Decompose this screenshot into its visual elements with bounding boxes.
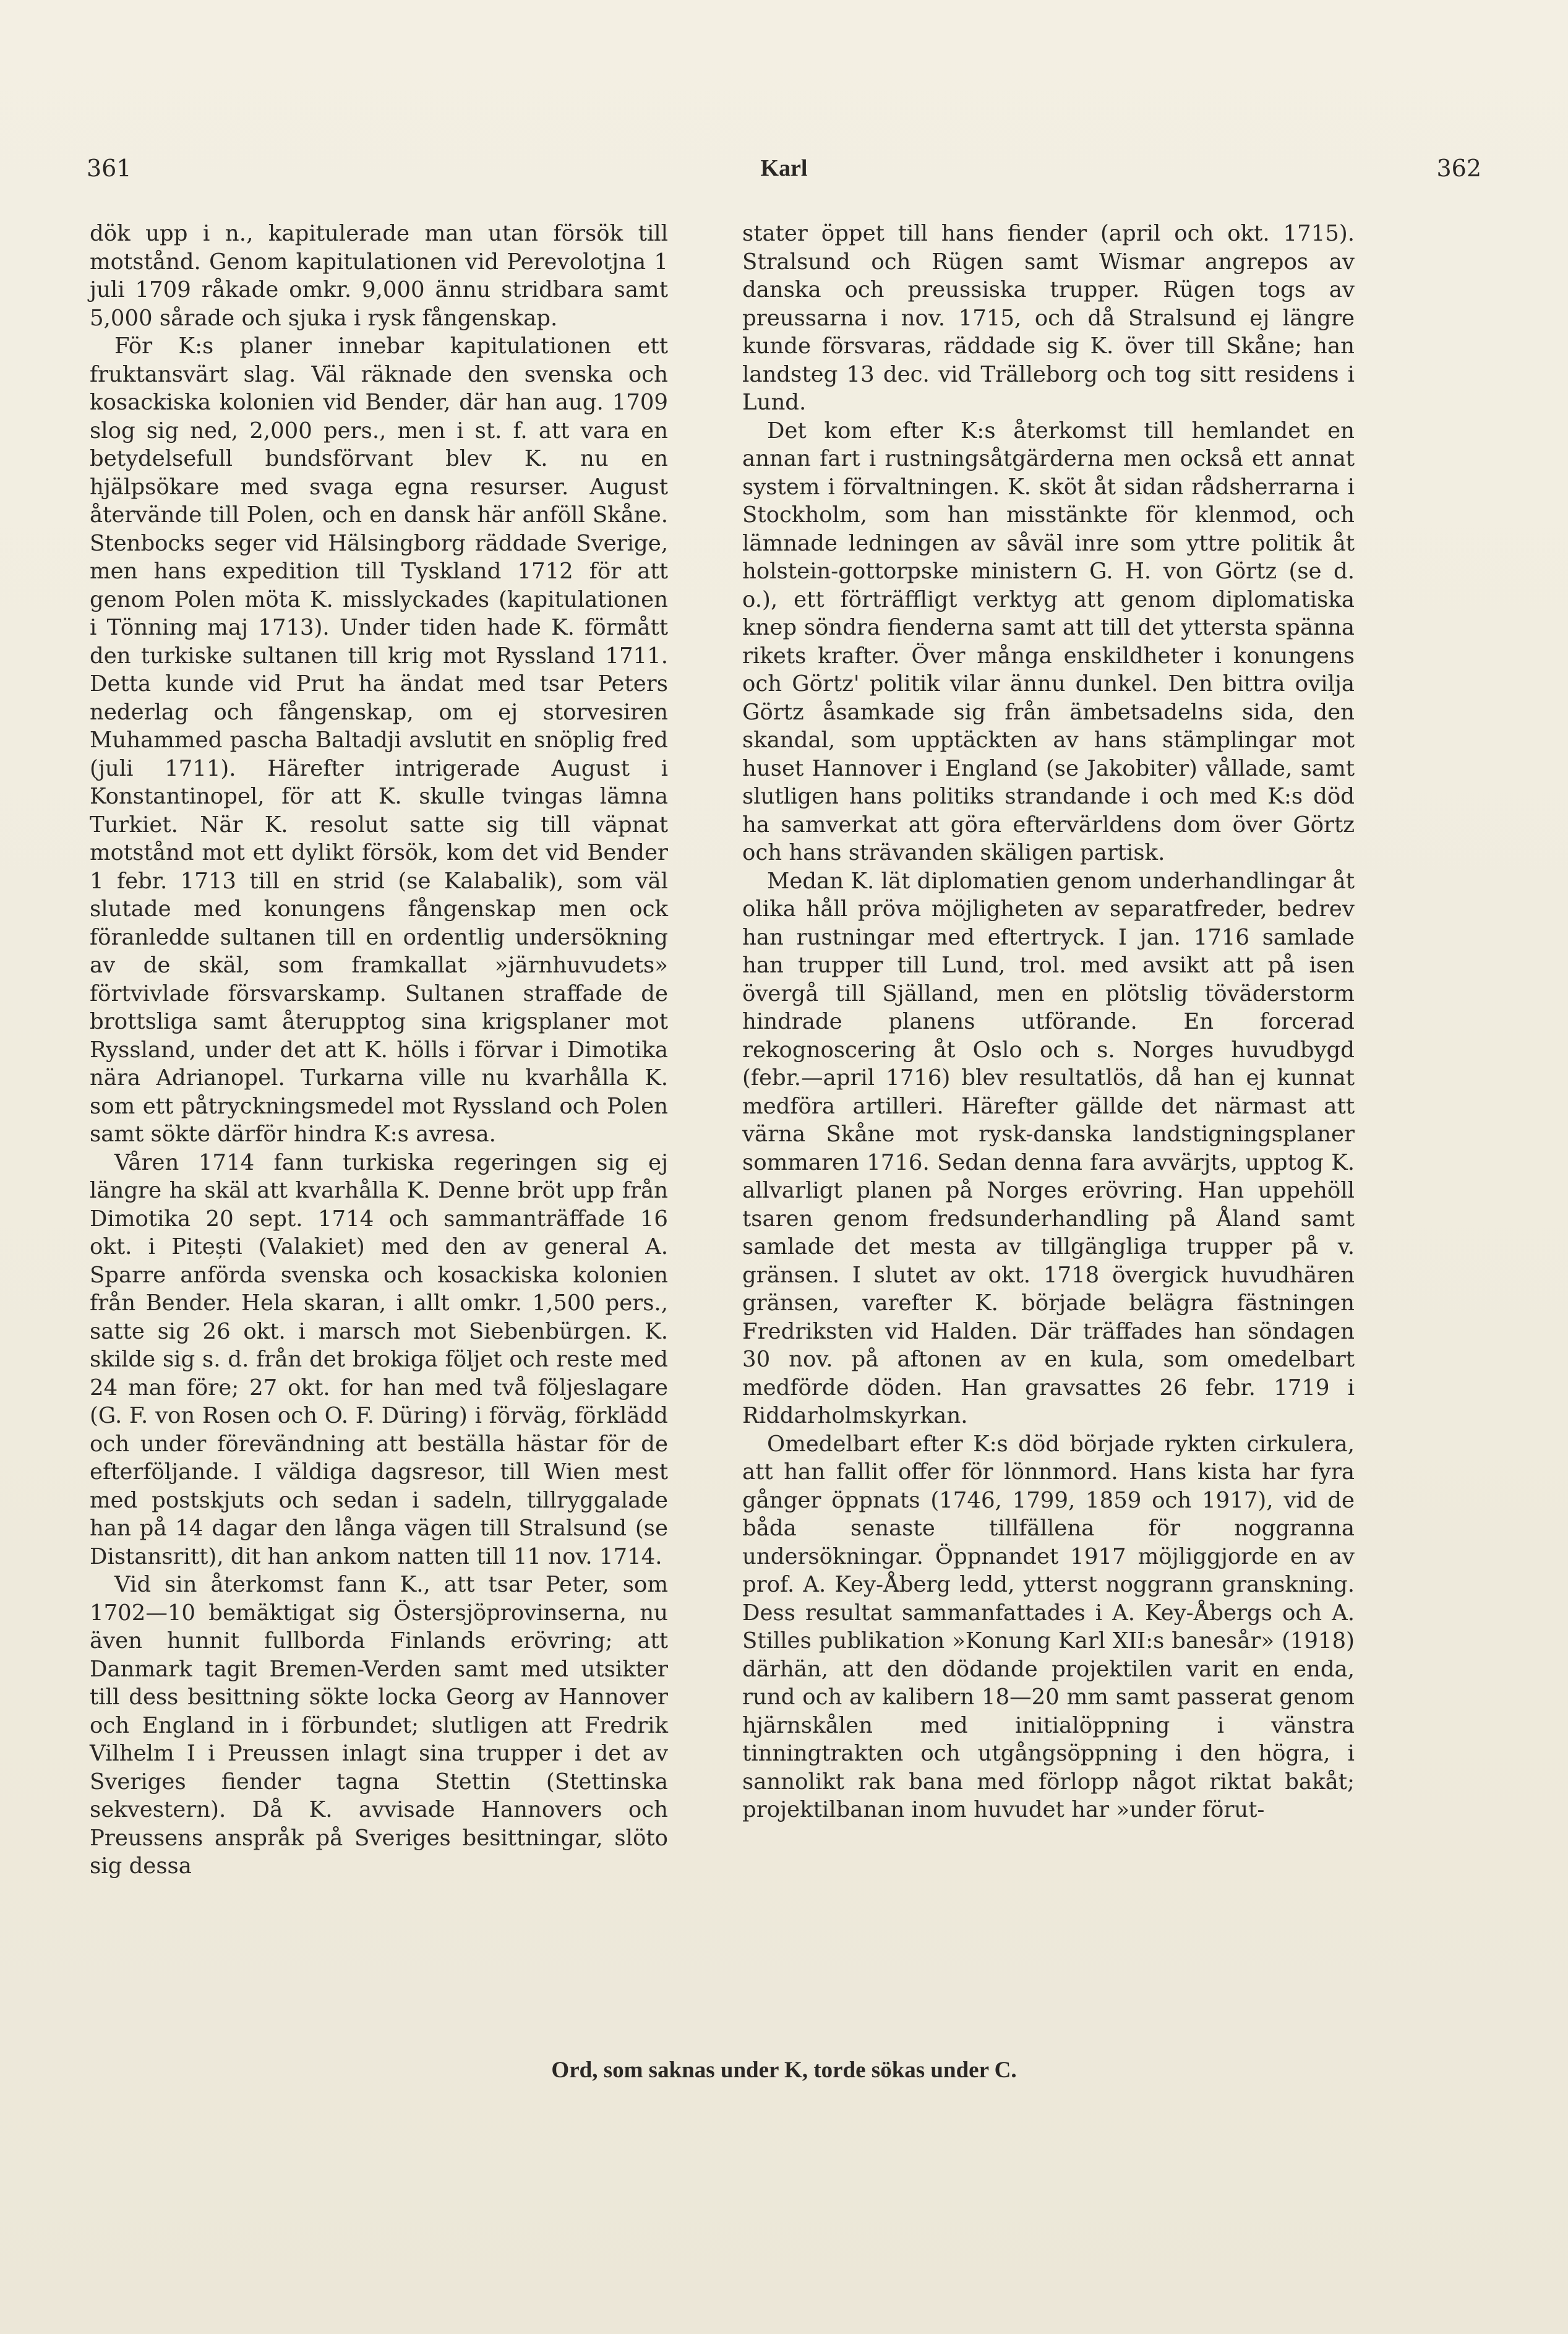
paragraph: För K:s planer innebar kapitulationen ett fruktansvärt slag. Väl räknade den svenska och kosackiska kolonien vid Bender, där han aug. 1709 slog sig ned, 2,000 pers., men i st. f. att vara en betydelsefull bundsförvant blev K. nu en hjälpsökare med svaga egna resurser. August återvände till Polen, och en dansk här anföll Skåne. Stenbocks seger vid Hälsingborg räddade Sverige, men hans expedition till Tyskland 1712 för att genom Polen möta K. misslyckades (kapitulationen i Tönning maj 1713). Under tiden hade K. förmått den turkiske sultanen till krig mot Ryssland 1711. Detta kunde vid Prut ha ändat med tsar Peters nederlag och fångenskap, om ej storvesiren Muhammed pascha Baltadji avslutit en snöplig fred (juli 1711). Härefter intrigerade August i Konstantinopel, för att K. skulle tvingas lämna Turkiet. När K. resolut satte sig till väpnat motstånd mot ett dylikt försök, kom det vid Bender 1 febr. 1713 till en strid (se Kalabalik), som väl slutade med konungens fångenskap men ock föranledde sultanen till en ordentlig undersökning av de skäl, som framkallat »järnhuvudets» förtvivlade försvarskamp. Sultanen straffade de brottsliga samt återupptog sina krigsplaner mot Ryssland, under det att K. hölls i förvar i Dimotika nära Adrianopel. Turkarna ville nu kvarhålla K. som ett påtryckningsmedel mot Ryssland och Polen samt sökte därför hindra K:s avresa. [90,333,668,1147]
page-number-left: 361 [87,155,132,182]
page-number-right: 362 [1436,155,1481,182]
footer-note: Ord, som saknas under K, torde sökas under C. [551,2057,1017,2083]
paragraph: Vid sin återkomst fann K., att tsar Peter, som 1702—10 bemäktigat sig Östersjöprovinserna, nu även hunnit fullborda Finlands erövring; att Danmark tagit Bremen-Verden samt med utsikter till dess besittning sökte locka Georg av Hannover och England in i förbundet; slutligen att Fredrik Vilhelm I i Preussen inlagt sina trupper i det av Sveriges fiender tagna Stettin (Stettinska sekvestern). Då K. avvisade Hannovers och Preussens anspråk på Sveriges besittningar, slöto sig dessa [90,1572,668,1879]
paragraph: Omedelbart efter K:s död började rykten cirkulera, att han fallit offer för lönnmord. Hans kista har fyra gånger öppnats (1746, 1799, 1859 och 1917), vid de båda senaste tillfällena för noggranna undersökningar. Öppnandet 1917 möjliggjorde en av prof. A. Key-Åberg ledd, ytterst noggrann granskning. Dess resultat sammanfattades i A. Key-Åbergs och A. Stilles publikation »Konung Karl XII:s banesår» (1918) därhän, att den dödande projektilen varit en enda, rund och av kalibern 18—20 mm samt passerat genom hjärnskålen med initialöppning i vänstra tinningtrakten och utgångsöppning i den högra, i sannolikt rak bana med förlopp något riktat bakåt; projektilbanan inom huvudet har »under förut- [742,1431,1355,1822]
left-column [90,220,668,1881]
paragraph: Medan K. lät diplomatien genom underhandlingar åt olika håll pröva möjligheten av separatfreder, bedrev han rustningar med eftertryck. I jan. 1716 samlade han trupper till Lund, trol. med avsikt att på isen övergå till Själland, men en plötslig töväderstorm hindrade planens utförande. En forcerad rekognoscering åt Oslo och s. Norges huvudbygd (febr.—april 1716) blev resultatlös, då han ej kunnat medföra artilleri. Härefter gällde det närmast att värna Skåne mot rysk-danska landstigningsplaner sommaren 1716. Sedan denna fara avvärjts, upptog K. allvarligt planen på Norges erövring. Han uppehöll tsaren genom fredsunderhandling på Åland samt samlade det mesta av tillgängliga trupper på v. gränsen. I slutet av okt. 1718 övergick huvudhären gränsen, varefter K. började belägra fästningen Fredriksten vid Halden. Där träffades han söndagen 30 nov. på aftonen av en kula, som omedelbart medförde döden. Han gravsattes 26 febr. 1719 i Riddarholmskyrkan. [742,868,1355,1428]
paragraph: Våren 1714 fann turkiska regeringen sig ej längre ha skäl att kvarhålla K. Denne bröt upp från Dimotika 20 sept. 1714 och sammanträffade 16 okt. i Pitești (Valakiet) med den av general A. Sparre anförda svenska och kosackiska kolonien från Bender. Hela skaran, i allt omkr. 1,500 pers., satte sig 26 okt. i marsch mot Siebenbürgen. K. skilde sig s. d. från det brokiga följet och reste med 24 man före; 27 okt. for han med två följeslagare (G. F. von Rosen och O. F. Düring) i förväg, förklädd och under förevändning att beställa hästar för de efterföljande. I väldiga dagsresor, till Wien mest med postskjuts och sedan i sadeln, tillryggalade han på 14 dagar den långa vägen till Stralsund (se Distansritt), dit han ankom natten till 11 nov. 1714. [90,1149,668,1569]
head-word: Karl [760,155,808,181]
running-header [87,155,1481,192]
paragraph: stater öppet till hans fiender (april och okt. 1715). Stralsund och Rügen samt Wismar angrepos av danska och preussiska trupper. Rügen togs av preussarna i nov. 1715, och då Stralsund ej längre kunde försvaras, räddade sig K. över till Skåne; han landsteg 13 dec. vid Trälleborg och tog sitt residens i Lund. [742,221,1355,415]
right-column [742,220,1355,1824]
paragraph: Det kom efter K:s återkomst till hemlandet en annan fart i rustningsåtgärderna men också ett annat system i förvaltningen. K. sköt åt sidan rådsherrarna i Stockholm, som han misstänkte för klenmod, och lämnade ledningen av såväl inre som yttre politik åt holstein-gottorpske ministern G. H. von Görtz (se d. o.), ett förträffligt verktyg att genom diplomatiska knep söndra fienderna samt att till det yttersta spänna rikets krafter. Över många enskildheter i konungens och Görtz' politik vilar ännu dunkel. Den bittra ovilja Görtz åsamkade sig från ämbetsadelns sida, den skandal, som upptäckten av hans stämplingar mot huset Hannover i England (se Jakobiter) vållade, samt slutligen hans politiks strandande i och med K:s död ha samverkat att göra eftervärldens dom över Görtz och hans strävanden skäligen partisk. [742,418,1355,865]
paragraph: dök upp i n., kapitulerade man utan försök till motstånd. Genom kapitulationen vid Perevolotjna 1 juli 1709 råkade omkr. 9,000 ännu stridbara samt 5,000 sårade och sjuka i rysk fångenskap. [90,221,668,331]
